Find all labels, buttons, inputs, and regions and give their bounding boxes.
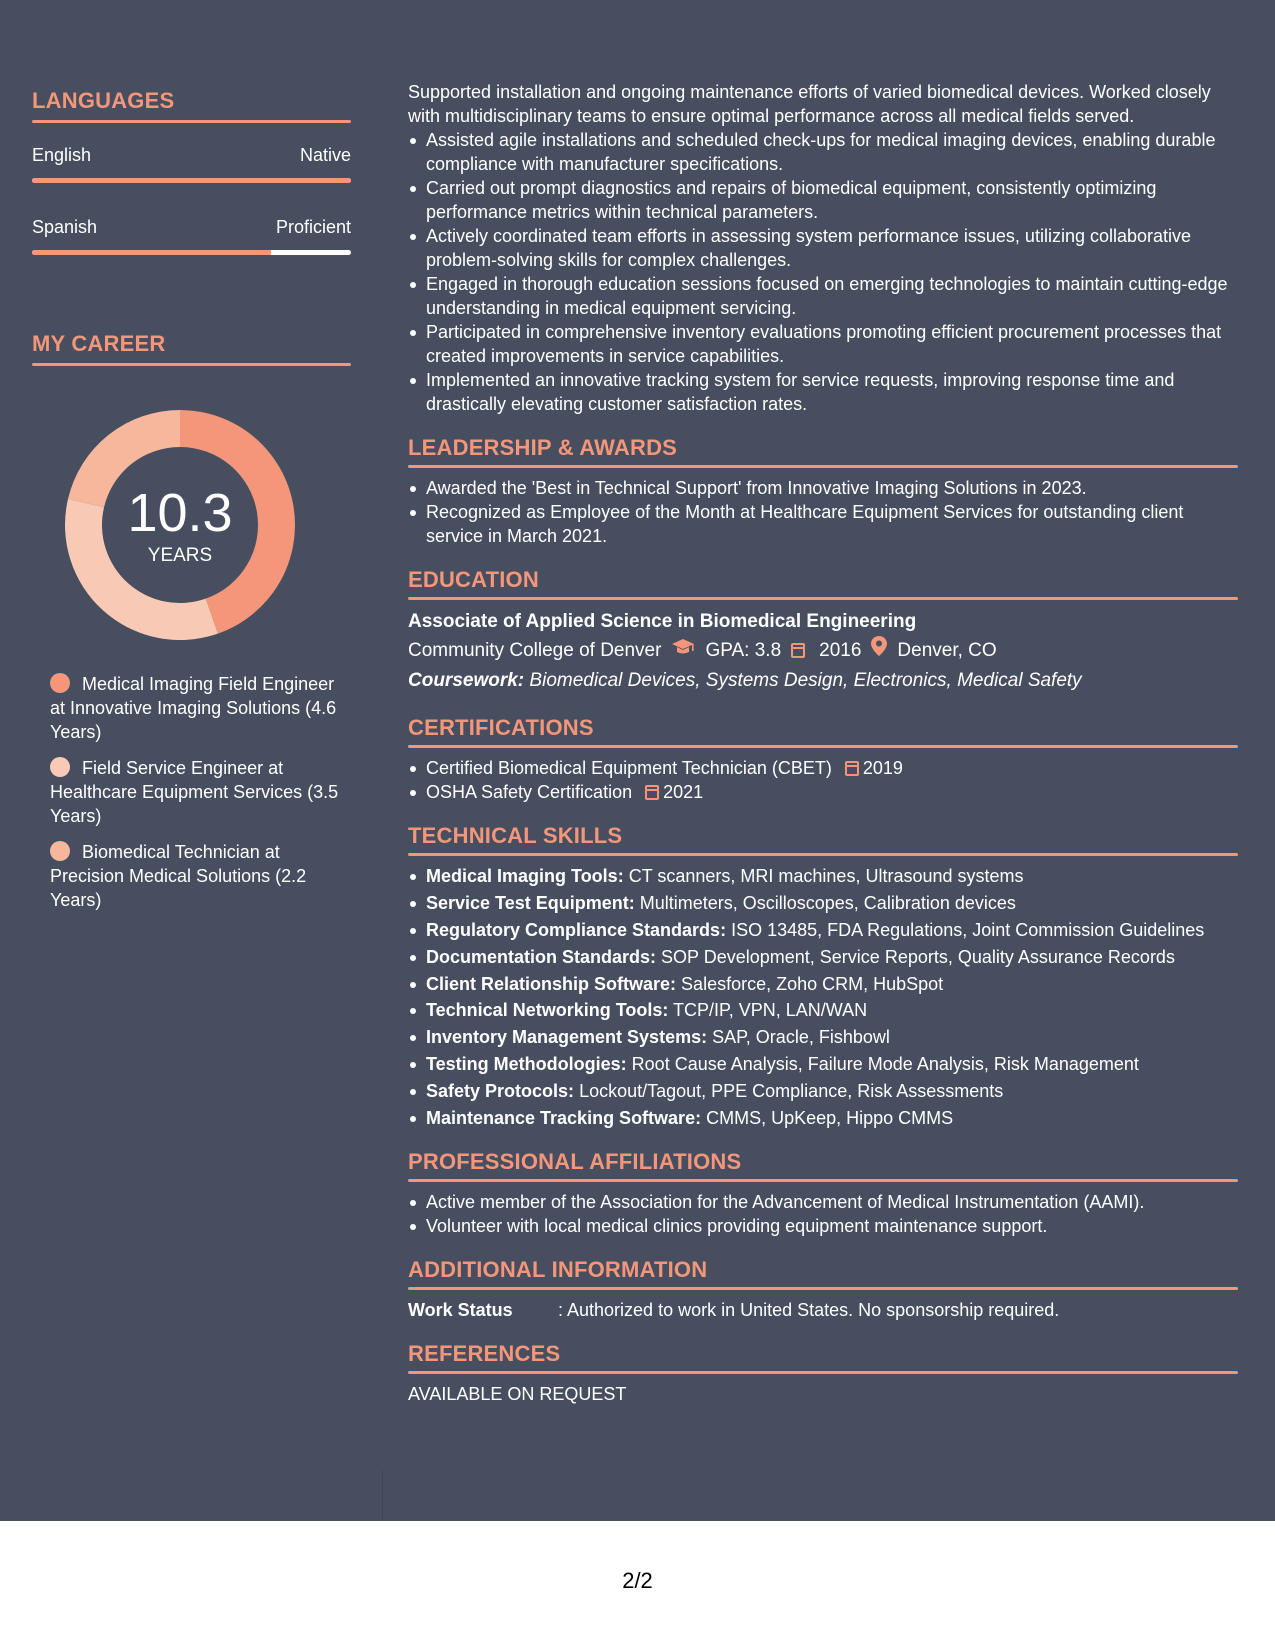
language-name: Spanish bbox=[32, 217, 98, 237]
certifications-section bbox=[408, 715, 1238, 804]
education-section bbox=[408, 567, 1238, 696]
affiliation-item: Active member of the Association for the Advancement of Medical Instrumentation (AAMI). bbox=[408, 1190, 1238, 1214]
education-location: Denver, CO bbox=[897, 640, 997, 661]
certification-item bbox=[408, 756, 1238, 780]
experience-bullet: Actively coordinated team efforts in assessing system performance issues, utilizing collaborative problem-solving skills for complex challenges. bbox=[408, 224, 1238, 272]
skill-value: SAP, Oracle, Fishbowl bbox=[712, 1027, 890, 1048]
skill-value: TCP/IP, VPN, LAN/WAN bbox=[673, 1000, 868, 1021]
leadership-title: LEADERSHIP & AWARDS bbox=[408, 435, 678, 460]
career-legend-item bbox=[50, 672, 351, 744]
certification-year: 2019 bbox=[862, 758, 903, 778]
references-text: AVAILABLE ON REQUEST bbox=[408, 1384, 627, 1405]
skill-item bbox=[408, 972, 1238, 996]
skill-label: Regulatory Compliance Standards: bbox=[426, 919, 727, 940]
career-legend-text: Medical Imaging Field Engineer at Innovative Imaging Solutions (4.6 Years) bbox=[50, 674, 337, 742]
additional-rule bbox=[408, 1287, 1238, 1290]
career-legend-text: Field Service Engineer at Healthcare Equipment Services (3.5 Years) bbox=[50, 758, 339, 826]
references-section bbox=[408, 1341, 1238, 1406]
education-year: 2016 bbox=[819, 640, 862, 661]
education-rule bbox=[408, 597, 1238, 600]
education-degree: Associate of Applied Science in Biomedical Engineering bbox=[408, 611, 917, 632]
language-level: Native bbox=[299, 145, 351, 165]
career-legend-text: Biomedical Technician at Precision Medical Solutions (2.2 Years) bbox=[50, 842, 307, 910]
certification-name: Certified Biomedical Equipment Technician (CBET) bbox=[426, 758, 832, 778]
career-total-value: 10.3 bbox=[127, 483, 233, 543]
skill-value: SOP Development, Service Reports, Quality Assurance Records bbox=[661, 946, 1175, 967]
experience-bullets bbox=[408, 128, 1238, 416]
language-level: Proficient bbox=[275, 217, 351, 237]
certifications-title: CERTIFICATIONS bbox=[408, 715, 594, 740]
skill-item bbox=[408, 1025, 1238, 1049]
skill-item bbox=[408, 945, 1238, 969]
experience-summary: Supported installation and ongoing maintenance efforts of varied biomedical devices. Worked closely with multidisciplinary teams to ensure optimal performance across all medical fields served. bbox=[408, 82, 1211, 126]
affiliations-section bbox=[408, 1149, 1238, 1238]
skill-item bbox=[408, 1052, 1238, 1076]
language-item bbox=[32, 217, 351, 255]
skill-label: Medical Imaging Tools: bbox=[426, 866, 624, 886]
career-legend bbox=[32, 672, 351, 912]
left-column bbox=[32, 88, 351, 924]
skill-item bbox=[408, 864, 1238, 888]
career-legend-item bbox=[50, 756, 351, 828]
certification-name: OSHA Safety Certification bbox=[426, 782, 633, 802]
language-proficiency-bar bbox=[32, 178, 351, 183]
skill-label: Inventory Management Systems: bbox=[426, 1027, 708, 1048]
skill-label: Client Relationship Software: bbox=[426, 973, 677, 994]
skill-label: Documentation Standards: bbox=[426, 946, 657, 967]
leadership-section bbox=[408, 435, 1238, 548]
leadership-item: Recognized as Employee of the Month at Healthcare Equipment Services for outstanding client service in March 2021. bbox=[408, 500, 1238, 548]
calendar-icon bbox=[791, 636, 809, 666]
experience-bullet: Engaged in thorough education sessions focused on emerging technologies to maintain cutting-edge understanding in medical equipment servicing. bbox=[408, 272, 1238, 320]
experience-bullet: Implemented an innovative tracking system for service requests, improving response time and drastically elevating customer satisfaction rates. bbox=[408, 368, 1238, 416]
legend-dot-icon bbox=[50, 673, 70, 693]
graduation-cap-icon bbox=[671, 636, 695, 666]
location-pin-icon bbox=[871, 636, 887, 666]
skills-section bbox=[408, 823, 1238, 1130]
column-divider bbox=[382, 1470, 383, 1521]
career-donut-chart bbox=[65, 410, 295, 640]
legend-dot-icon bbox=[50, 757, 70, 777]
affiliation-item: Volunteer with local medical clinics providing equipment maintenance support. bbox=[408, 1214, 1238, 1238]
languages-rule bbox=[32, 120, 351, 123]
skill-item bbox=[408, 1106, 1238, 1130]
certifications-rule bbox=[408, 745, 1238, 748]
skill-item bbox=[408, 998, 1238, 1022]
additional-section bbox=[408, 1257, 1238, 1322]
career-legend-item bbox=[50, 840, 351, 912]
languages-title: LANGUAGES bbox=[32, 88, 175, 113]
skill-value: ISO 13485, FDA Regulations, Joint Commission Guidelines bbox=[731, 919, 1205, 940]
skill-item bbox=[408, 1079, 1238, 1103]
work-status-value: : Authorized to work in United States. No sponsorship required. bbox=[558, 1300, 1060, 1321]
skill-value: CT scanners, MRI machines, Ultrasound systems bbox=[628, 866, 1024, 886]
certification-item bbox=[408, 780, 1238, 804]
coursework-text: Biomedical Devices, Systems Design, Electronics, Medical Safety bbox=[529, 670, 1082, 691]
skill-item bbox=[408, 891, 1238, 915]
experience-bullet: Carried out prompt diagnostics and repairs of biomedical equipment, consistently optimizing performance metrics within technical parameters. bbox=[408, 176, 1238, 224]
experience-bullet: Participated in comprehensive inventory evaluations promoting efficient procurement processes that created improvements in service capabilities. bbox=[408, 320, 1238, 368]
work-status-row bbox=[408, 1298, 1238, 1322]
skill-value: CMMS, UpKeep, Hippo CMMS bbox=[706, 1108, 954, 1129]
right-column bbox=[408, 80, 1238, 1406]
career-total-unit: YEARS bbox=[147, 545, 213, 566]
references-rule bbox=[408, 1371, 1238, 1374]
skill-value: Multimeters, Oscilloscopes, Calibration devices bbox=[639, 892, 1016, 913]
additional-title: ADDITIONAL INFORMATION bbox=[408, 1257, 708, 1283]
references-title: REFERENCES bbox=[408, 1341, 561, 1367]
skill-value: Root Cause Analysis, Failure Mode Analysis, Risk Management bbox=[631, 1054, 1139, 1075]
skill-item bbox=[408, 918, 1238, 942]
education-meta bbox=[408, 636, 1238, 666]
language-item bbox=[32, 145, 351, 183]
skills-rule bbox=[408, 853, 1238, 856]
career-rule bbox=[32, 363, 351, 366]
skill-label: Service Test Equipment: bbox=[426, 892, 635, 913]
skill-value: Salesforce, Zoho CRM, HubSpot bbox=[681, 973, 944, 994]
language-proficiency-bar bbox=[32, 250, 351, 255]
skill-value: Lockout/Tagout, PPE Compliance, Risk Assessments bbox=[579, 1081, 1004, 1102]
education-gpa: GPA: 3.8 bbox=[705, 640, 782, 661]
leadership-rule bbox=[408, 465, 1238, 468]
language-name: English bbox=[32, 145, 92, 165]
calendar-icon bbox=[845, 761, 859, 776]
education-title: EDUCATION bbox=[408, 567, 539, 592]
affiliations-rule bbox=[408, 1179, 1238, 1182]
affiliations-title: PROFESSIONAL AFFILIATIONS bbox=[408, 1149, 742, 1175]
skill-label: Technical Networking Tools: bbox=[426, 1000, 669, 1021]
skill-label: Testing Methodologies: bbox=[426, 1054, 627, 1075]
skill-label: Safety Protocols: bbox=[426, 1081, 575, 1102]
experience-bullet: Assisted agile installations and scheduled check-ups for medical imaging devices, enabling durable compliance with manufacturer specifications. bbox=[408, 128, 1238, 176]
calendar-icon bbox=[645, 785, 659, 800]
legend-dot-icon bbox=[50, 841, 70, 861]
page-number: 2/2 bbox=[622, 1568, 653, 1593]
coursework-label: Coursework: bbox=[408, 670, 525, 691]
skills-title: TECHNICAL SKILLS bbox=[408, 823, 623, 848]
work-status-label: Work Status bbox=[408, 1300, 513, 1321]
certification-year: 2021 bbox=[663, 782, 704, 802]
education-coursework bbox=[408, 666, 1238, 696]
career-title: MY CAREER bbox=[32, 331, 166, 356]
education-school: Community College of Denver bbox=[408, 640, 662, 661]
language-proficiency-fill bbox=[32, 250, 271, 255]
language-proficiency-fill bbox=[32, 178, 351, 183]
leadership-item: Awarded the 'Best in Technical Support' from Innovative Imaging Solutions in 2023. bbox=[408, 476, 1238, 500]
skill-label: Maintenance Tracking Software: bbox=[426, 1108, 702, 1129]
